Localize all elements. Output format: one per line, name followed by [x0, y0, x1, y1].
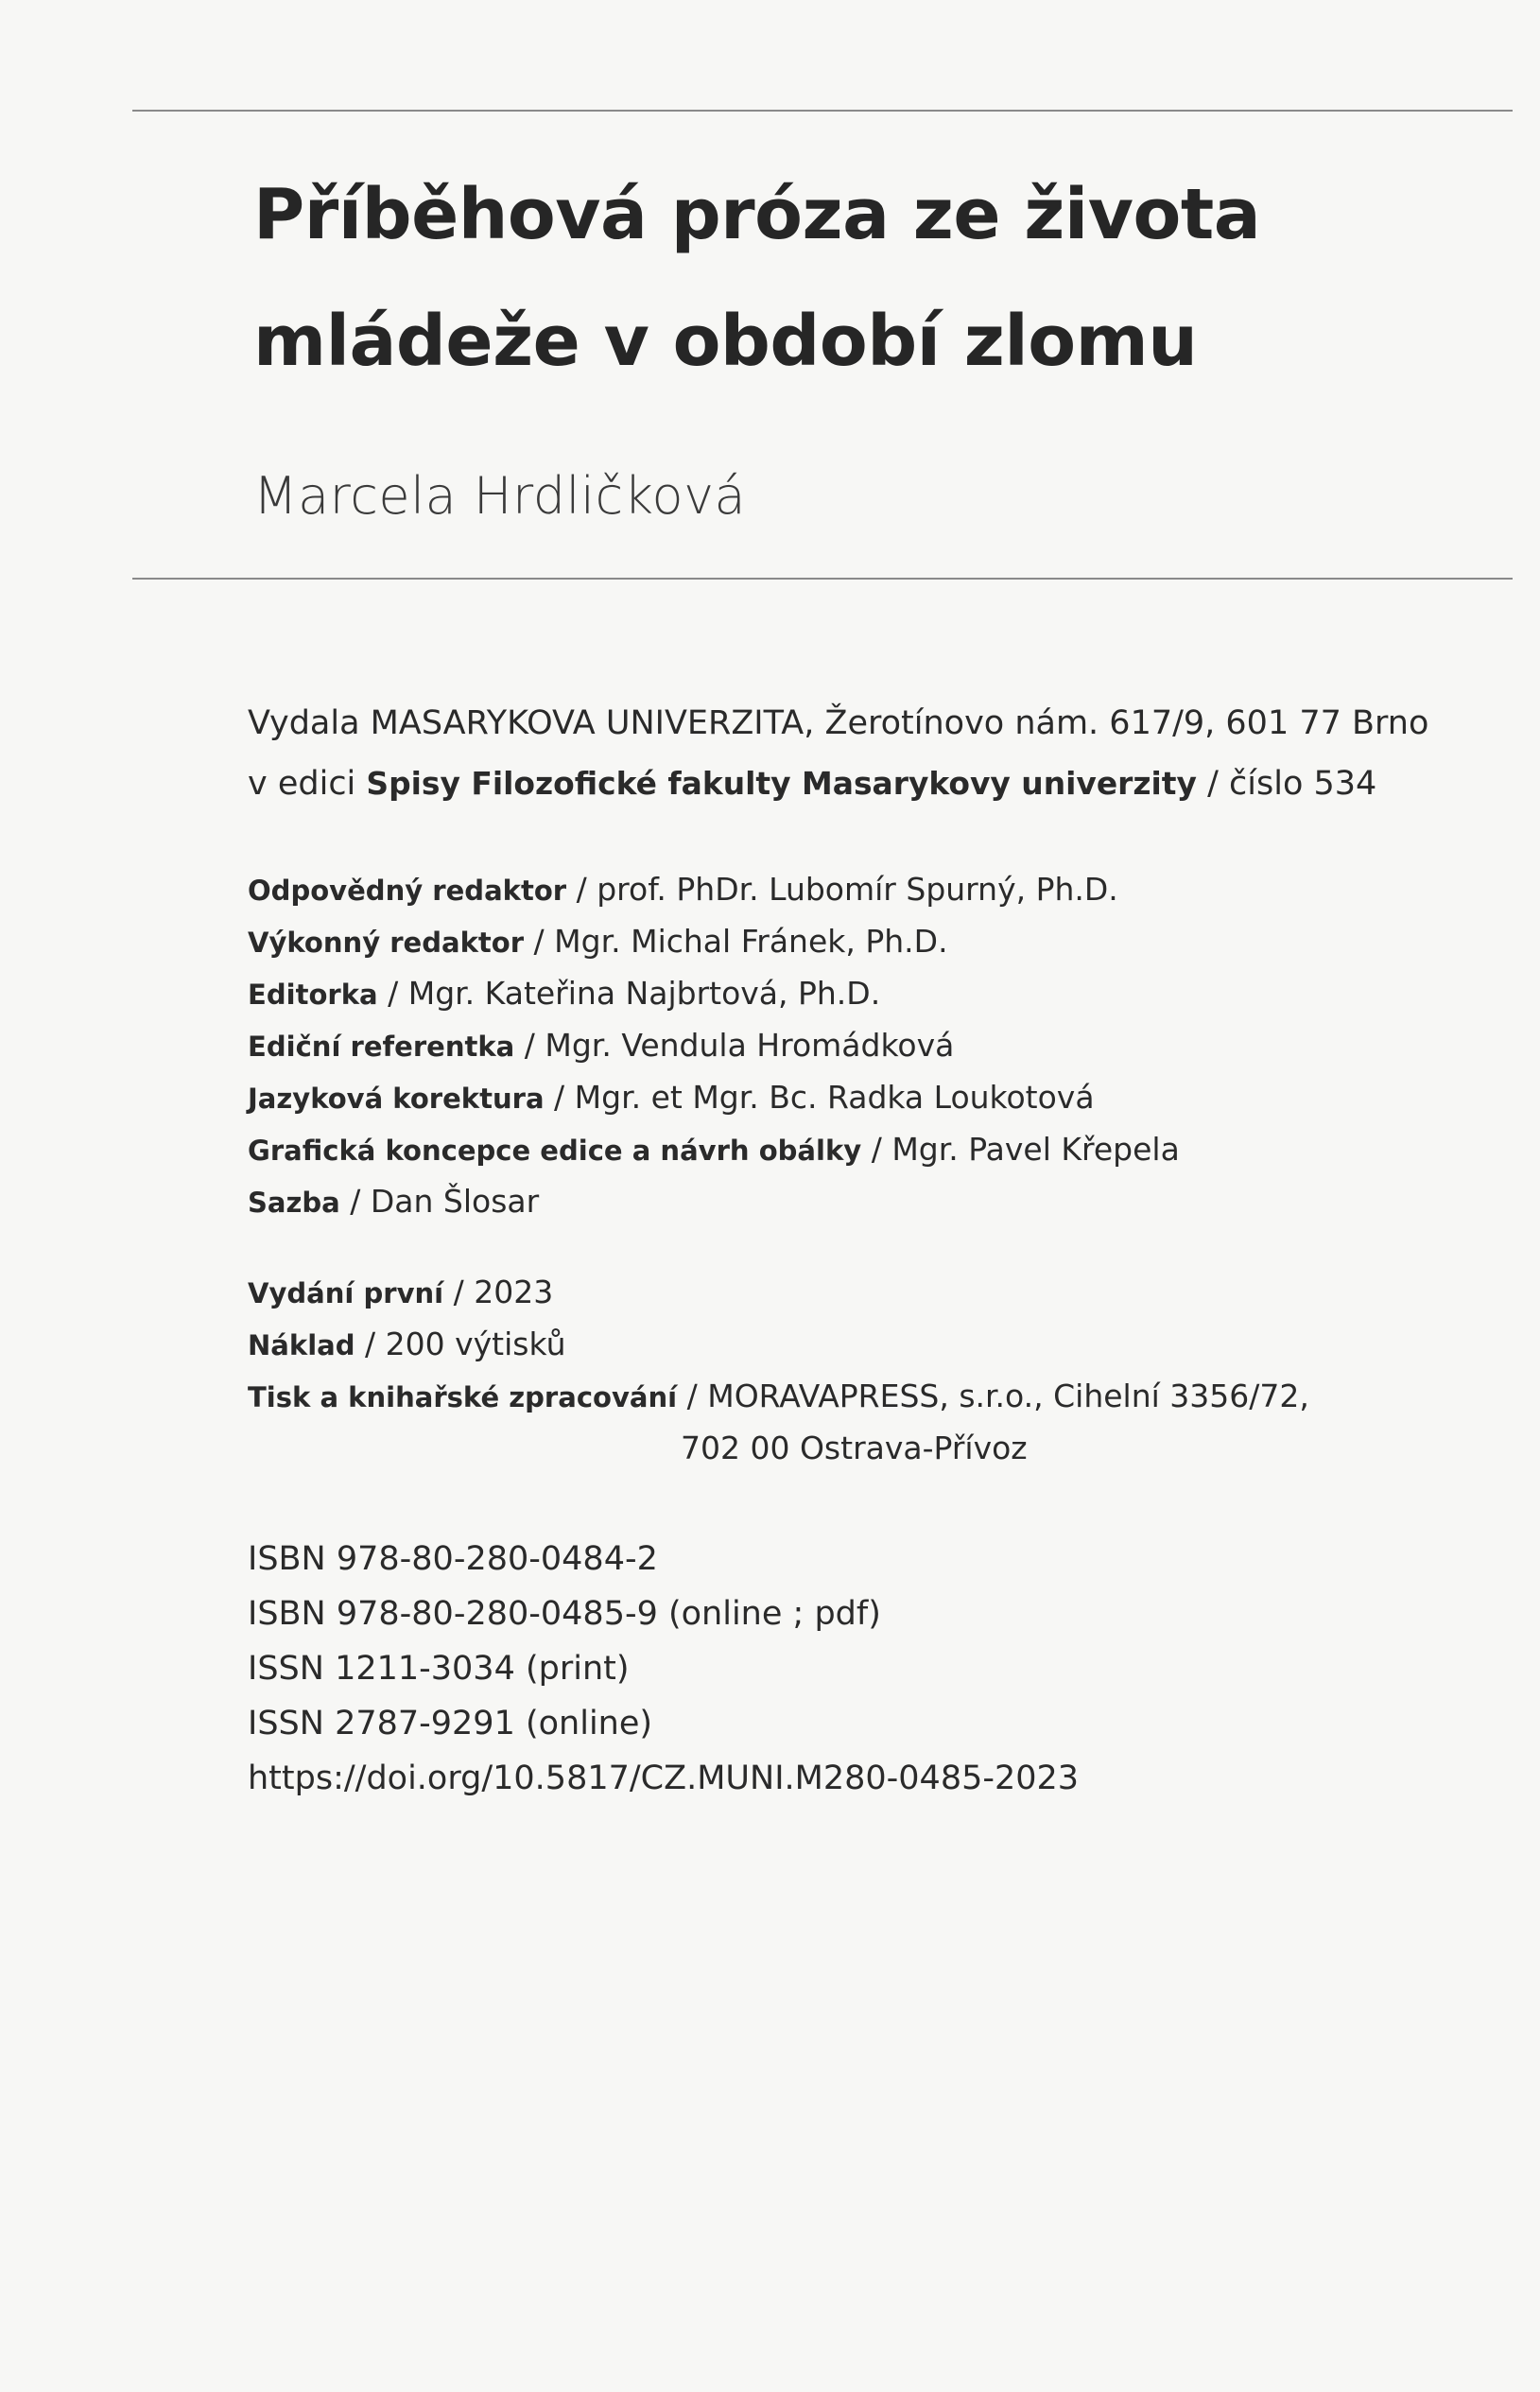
issn-online: ISSN 2787-9291 (online): [248, 1705, 653, 1742]
credit-row: [248, 1124, 1496, 1176]
credit-separator: /: [544, 1079, 575, 1116]
credit-separator: /: [861, 1131, 892, 1168]
edition-row: [248, 1267, 1496, 1319]
middle-divider: [132, 578, 1513, 580]
credit-role: Grafická koncepce edice a návrh obálky: [248, 1135, 862, 1167]
credit-role: Výkonný redaktor: [248, 927, 525, 959]
edition-block: [248, 1267, 1496, 1474]
edition-value: MORAVAPRESS, s.r.o., Cihelní 3356/72,: [707, 1378, 1309, 1414]
credit-row: [248, 968, 1496, 1020]
series-number: / číslo 534: [1196, 765, 1377, 803]
book-title: [253, 151, 1435, 405]
top-divider: [132, 110, 1513, 112]
credit-separator: /: [524, 923, 555, 960]
edition-value: 2023: [474, 1274, 554, 1310]
credit-role: Sazba: [248, 1187, 340, 1219]
credit-name: Mgr. Michal Fránek, Ph.D.: [554, 923, 948, 960]
isbn-online: ISBN 978-80-280-0485-9 (online ; pdf): [248, 1595, 881, 1633]
printer-address-continuation: 702 00 Ostrava-Přívoz: [681, 1430, 1028, 1466]
credit-separator: /: [514, 1027, 545, 1064]
isbn-print: ISBN 978-80-280-0484-2: [248, 1540, 658, 1578]
credit-separator: /: [566, 871, 597, 908]
publisher-block: [248, 693, 1496, 814]
credit-role: Jazyková korektura: [248, 1083, 545, 1115]
credit-separator: /: [339, 1183, 371, 1220]
credit-name: Mgr. Pavel Křepela: [891, 1131, 1180, 1168]
doi-link: https://doi.org/10.5817/CZ.MUNI.M280-0485-2023: [248, 1759, 1080, 1797]
credit-row: [248, 1020, 1496, 1072]
series-prefix: v edici: [248, 765, 367, 803]
edition-value: 200 výtisků: [385, 1326, 566, 1362]
edition-label: Vydání první: [248, 1277, 444, 1309]
author-name: Marcela Hrdličková: [253, 466, 747, 526]
edition-separator: /: [443, 1274, 475, 1310]
series-line: [248, 754, 1496, 814]
credit-role: Odpovědný redaktor: [248, 875, 567, 907]
credit-name: Mgr. et Mgr. Bc. Radka Loukotová: [574, 1079, 1095, 1116]
credit-name: prof. PhDr. Lubomír Spurný, Ph.D.: [597, 871, 1118, 908]
edition-separator: /: [677, 1378, 708, 1414]
credit-row: [248, 1176, 1496, 1228]
edition-label: Tisk a knihařské zpracování: [248, 1381, 678, 1413]
series-name: Spisy Filozofické fakulty Masarykovy univerzity: [366, 765, 1197, 802]
credit-row: [248, 864, 1496, 916]
credit-name: Mgr. Kateřina Najbrtová, Ph.D.: [407, 975, 881, 1012]
credits-block: [248, 864, 1496, 1228]
credit-row: [248, 1072, 1496, 1124]
credit-separator: /: [377, 975, 408, 1012]
credit-row: [248, 916, 1496, 968]
identifiers-block: [248, 1532, 1496, 1806]
credit-name: Mgr. Vendula Hromádková: [545, 1027, 955, 1064]
credit-name: Dan Šlosar: [370, 1183, 540, 1220]
publisher-line: Vydala MASARYKOVA UNIVERZITA, Žerotínovo nám. 617/9, 601 77 Brno: [248, 704, 1429, 742]
book-title-line-2: mládeže v období zlomu: [253, 301, 1198, 382]
credit-role: Ediční referentka: [248, 1031, 515, 1063]
edition-label: Náklad: [248, 1329, 355, 1361]
edition-row: [248, 1371, 1496, 1423]
book-title-line-1: Příběhová próza ze života: [253, 174, 1261, 255]
issn-print: ISSN 1211-3034 (print): [248, 1650, 630, 1688]
credit-role: Editorka: [248, 979, 378, 1011]
edition-separator: /: [355, 1326, 386, 1362]
edition-row: [248, 1319, 1496, 1371]
